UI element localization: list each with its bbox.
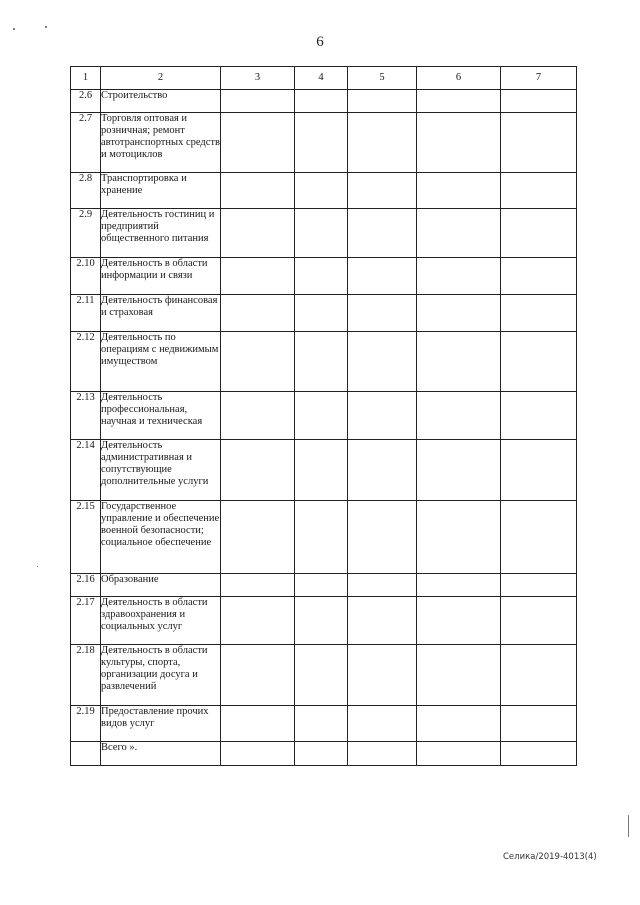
margin-mark [628,815,629,837]
empty-cell [221,332,295,392]
empty-cell [348,258,417,295]
row-name: Деятельность гостиниц и предприятий общественного питания [101,209,221,258]
row-number: 2.6 [71,90,101,113]
empty-cell [501,90,577,113]
table-row [71,90,577,113]
row-name: Образование [101,574,221,597]
empty-cell [295,90,348,113]
column-header: 5 [348,67,417,90]
row-number: 2.15 [71,501,101,574]
empty-cell [501,209,577,258]
row-number: 2.13 [71,392,101,440]
row-number: 2.10 [71,258,101,295]
row-name: Всего ». [101,742,221,766]
empty-cell [295,295,348,332]
row-number: 2.18 [71,645,101,706]
empty-cell [221,295,295,332]
empty-cell [221,742,295,766]
row-name: Государственное управление и обеспечение военной безопасности; социальное обеспечение [101,501,221,574]
table-header-row [71,67,577,90]
empty-cell [221,392,295,440]
row-number: 2.12 [71,332,101,392]
empty-cell [348,440,417,501]
document-code: Селика/2019-4013(4) [503,852,597,862]
empty-cell [501,173,577,209]
table-row [71,645,577,706]
empty-cell [417,440,501,501]
row-name: Деятельность финансовая и страховая [101,295,221,332]
row-name: Деятельность профессиональная, научная и техническая [101,392,221,440]
table-row [71,440,577,501]
empty-cell [417,332,501,392]
column-header: 3 [221,67,295,90]
empty-cell [417,392,501,440]
statistics-table [70,66,577,766]
empty-cell [417,113,501,173]
empty-cell [221,173,295,209]
row-name: Транспортировка и хранение [101,173,221,209]
empty-cell [348,90,417,113]
empty-cell [348,209,417,258]
row-number: 2.19 [71,706,101,742]
empty-cell [501,597,577,645]
row-number: 2.17 [71,597,101,645]
row-name: Деятельность в области здравоохранения и социальных услуг [101,597,221,645]
empty-cell [348,706,417,742]
empty-cell [348,295,417,332]
empty-cell [417,90,501,113]
empty-cell [295,258,348,295]
table-row [71,742,577,766]
empty-cell [417,173,501,209]
empty-cell [221,645,295,706]
empty-cell [295,706,348,742]
empty-cell [295,597,348,645]
table-row [71,332,577,392]
empty-cell [501,501,577,574]
empty-cell [295,392,348,440]
empty-cell [501,574,577,597]
empty-cell [417,258,501,295]
empty-cell [501,392,577,440]
empty-cell [221,597,295,645]
table-row [71,392,577,440]
empty-cell [295,332,348,392]
empty-cell [417,209,501,258]
empty-cell [221,706,295,742]
empty-cell [295,574,348,597]
table-row [71,113,577,173]
empty-cell [295,209,348,258]
empty-cell [221,209,295,258]
row-number: 2.14 [71,440,101,501]
row-number: 2.8 [71,173,101,209]
empty-cell [417,706,501,742]
scan-speck [37,566,38,567]
empty-cell [221,574,295,597]
empty-cell [295,742,348,766]
empty-cell [501,295,577,332]
empty-cell [501,332,577,392]
empty-cell [501,742,577,766]
empty-cell [501,440,577,501]
empty-cell [295,645,348,706]
empty-cell [348,574,417,597]
row-number [71,742,101,766]
empty-cell [348,645,417,706]
empty-cell [221,501,295,574]
empty-cell [221,113,295,173]
empty-cell [221,258,295,295]
column-header: 7 [501,67,577,90]
column-header: 2 [101,67,221,90]
row-number: 2.11 [71,295,101,332]
table-row [71,209,577,258]
empty-cell [221,90,295,113]
row-name: Торговля оптовая и розничная; ремонт автотранспортных средств и мотоциклов [101,113,221,173]
empty-cell [348,742,417,766]
empty-cell [501,113,577,173]
row-number: 2.7 [71,113,101,173]
row-number: 2.16 [71,574,101,597]
table-row [71,173,577,209]
row-name: Деятельность в области культуры, спорта, организации досуга и развлечений [101,645,221,706]
table-row [71,295,577,332]
empty-cell [501,706,577,742]
column-header: 1 [71,67,101,90]
scan-speck [45,26,47,28]
empty-cell [348,597,417,645]
empty-cell [221,440,295,501]
column-header: 4 [295,67,348,90]
row-name: Деятельность по операциям с недвижимым имуществом [101,332,221,392]
empty-cell [295,113,348,173]
empty-cell [417,742,501,766]
table-row [71,258,577,295]
empty-cell [348,501,417,574]
empty-cell [348,392,417,440]
empty-cell [417,501,501,574]
empty-cell [348,173,417,209]
empty-cell [295,501,348,574]
row-name: Деятельность в области информации и связи [101,258,221,295]
empty-cell [417,597,501,645]
row-name: Деятельность административная и сопутствующие дополнительные услуги [101,440,221,501]
empty-cell [348,332,417,392]
empty-cell [501,258,577,295]
empty-cell [417,574,501,597]
empty-cell [348,113,417,173]
table-row [71,706,577,742]
row-name: Предоставление прочих видов услуг [101,706,221,742]
empty-cell [295,440,348,501]
row-number: 2.9 [71,209,101,258]
empty-cell [417,645,501,706]
empty-cell [501,645,577,706]
row-name: Строительство [101,90,221,113]
empty-cell [417,295,501,332]
empty-cell [295,173,348,209]
column-header: 6 [417,67,501,90]
table-row [71,597,577,645]
page-number: 6 [316,34,324,50]
table-row [71,501,577,574]
table-row [71,574,577,597]
scan-speck [13,28,15,30]
